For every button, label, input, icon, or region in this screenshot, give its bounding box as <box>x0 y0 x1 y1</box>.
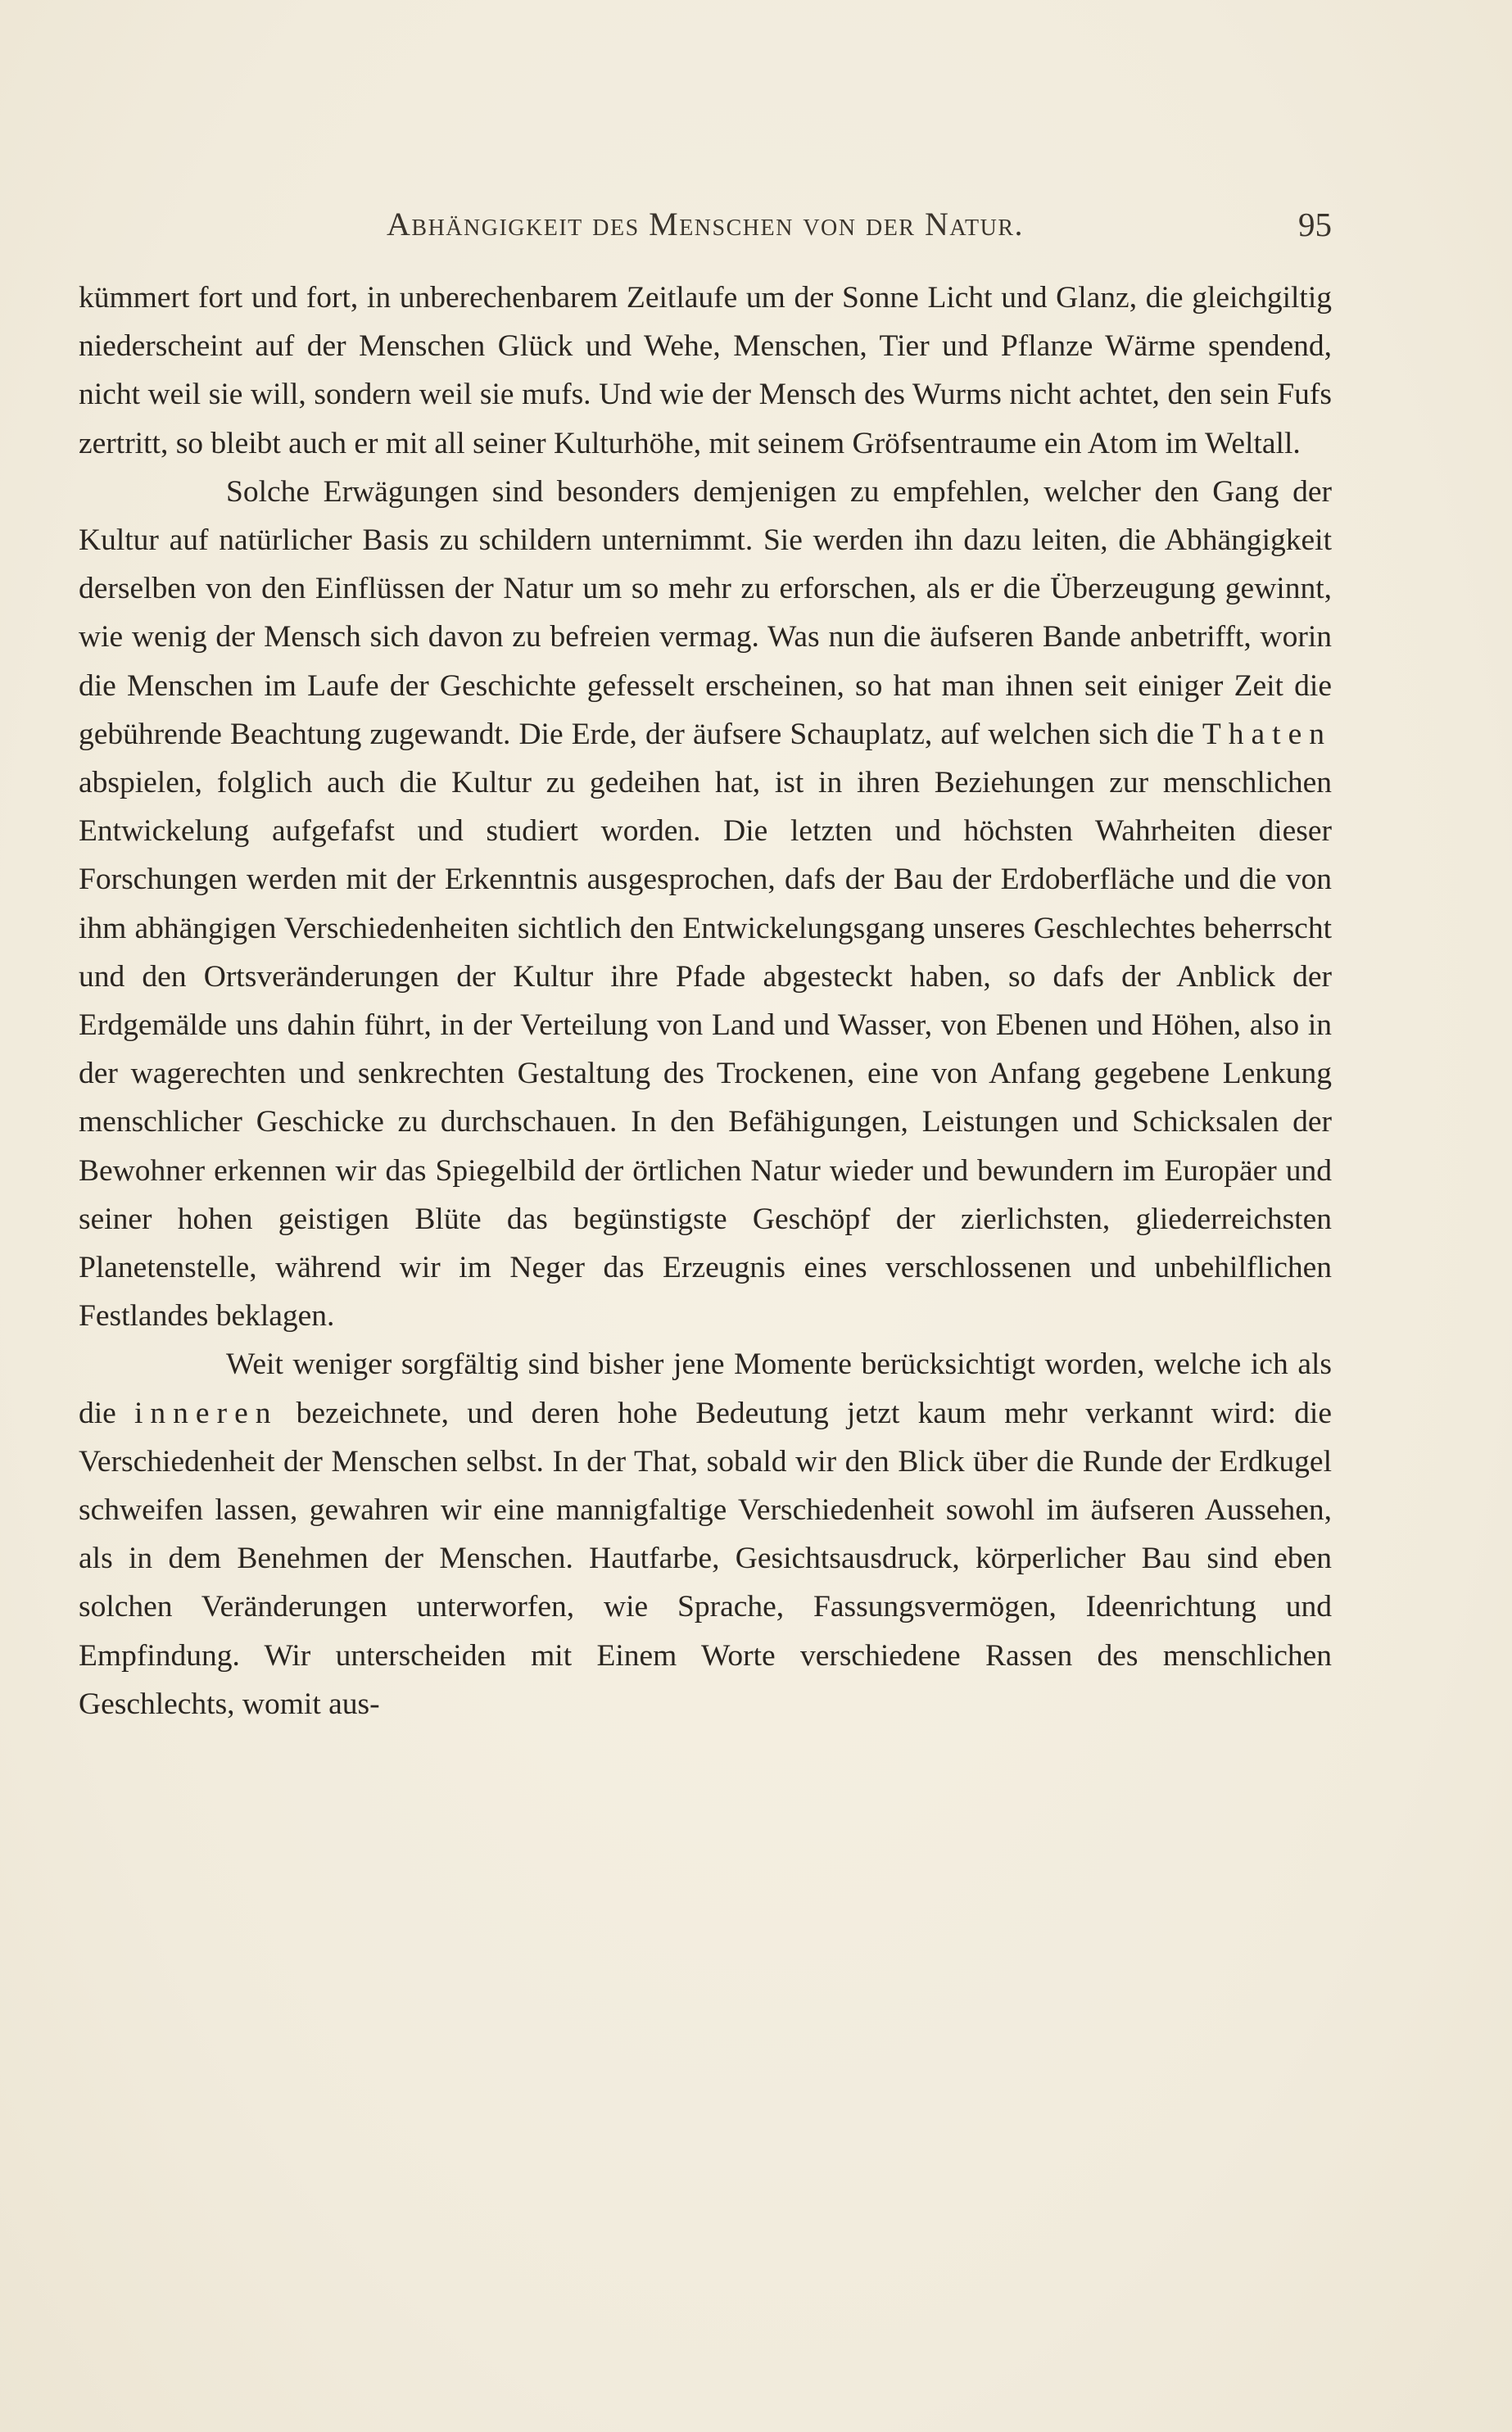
paragraph <box>79 274 1332 468</box>
spaced-emphasis: Thaten <box>1202 717 1332 751</box>
page-header <box>79 205 1332 254</box>
text-segment: Solche Erwägungen sind besonders demjenigen zu empfehlen, welcher den Gang der Kultur auf natürlicher Basis zu schildern unternimmt. Sie werden ihn dazu leiten, die Abhängigkeit derselben von den Einflüssen der Natur um so mehr zu erforschen, als er die Überzeugung gewinnt, wie wenig der Mensch sich davon zu befreien vermag. Was nun die äufseren Bande anbetrifft, worin die Menschen im Laufe der Geschichte gefesselt erscheinen, so hat man ihnen seit einiger Zeit die gebührende Beachtung zugewandt. Die Erde, der äufsere Schauplatz, auf welchen sich die <box>79 474 1332 751</box>
paragraph <box>79 1340 1332 1728</box>
text-segment: abspielen, folglich auch die Kultur zu gedeihen hat, ist in ihren Beziehungen zur menschlichen Entwickelung aufgefafst und studiert worden. Die letzten und höchsten Wahrheiten dieser Forschungen werden mit der Erkenntnis ausgesprochen, dafs der Bau der Erdoberfläche und die von ihm abhängigen Verschiedenheiten sichtlich den Entwickelungsgang unseres Geschlechtes beherrscht und den Ortsveränderungen der Kultur ihre Pfade abgesteckt haben, so dafs der Anblick der Erdgemälde uns dahin führt, in der Verteilung von Land und Wasser, von Ebenen und Höhen, also in der wagerechten und senkrechten Gestaltung des Trockenen, eine von Anfang gegebene Lenkung menschlicher Geschicke zu durchschauen. In den Befähigungen, Leistungen und Schicksalen der Bewohner erkennen wir das Spiegelbild der örtlichen Natur wieder und bewundern im Europäer und seiner hohen geistigen Blüte das begünstigste Geschöpf der zierlichsten, gliederreichsten Planetenstelle, während wir im Neger das Erzeugnis eines verschlossenen und unbehilflichen Festlandes beklagen. <box>79 766 1332 1334</box>
running-head: Abhängigkeit des Menschen von der Natur. <box>387 206 1024 242</box>
text-segment: kümmert fort und fort, in unberechenbarem Zeitlaufe um der Sonne Licht und Glanz, die gleichgiltig niederscheint auf der Menschen Glück und Wehe, Menschen, Tier und Pflanze Wärme spendend, nicht weil sie will, sondern weil sie mufs. Und wie der Mensch des Wurms nicht achtet, den sein Fufs zertritt, so bleibt auch er mit all seiner Kulturhöhe, mit seinem Gröfsentraume ein Atom im Weltall. <box>79 281 1332 460</box>
paragraph <box>79 468 1332 1341</box>
text-segment: Weit weniger sorgfältig sind bisher jene Momente berücksichtigt worden, welche ich als die <box>79 1347 1332 1430</box>
page-number: 95 <box>1298 206 1332 243</box>
text-segment: bezeichnete, und deren hohe Bedeutung jetzt kaum mehr verkannt wird: die Verschiedenheit der Menschen selbst. In der That, sobald wir den Blick über die Runde der Erdkugel schweifen lassen, gewahren wir eine mannigfaltige Verschiedenheit sowohl im äufseren Aussehen, als in dem Benehmen der Menschen. Hautfarbe, Gesichtsausdruck, körperlicher Bau sind eben solchen Veränderungen unterworfen, wie Sprache, Fassungsvermögen, Ideenrichtung und Empfindung. Wir unterscheiden mit Einem Worte verschiedene Rassen des menschlichen Geschlechts, womit aus- <box>79 1396 1332 1721</box>
body-text <box>79 274 1332 1728</box>
spaced-emphasis: inneren <box>134 1396 278 1430</box>
